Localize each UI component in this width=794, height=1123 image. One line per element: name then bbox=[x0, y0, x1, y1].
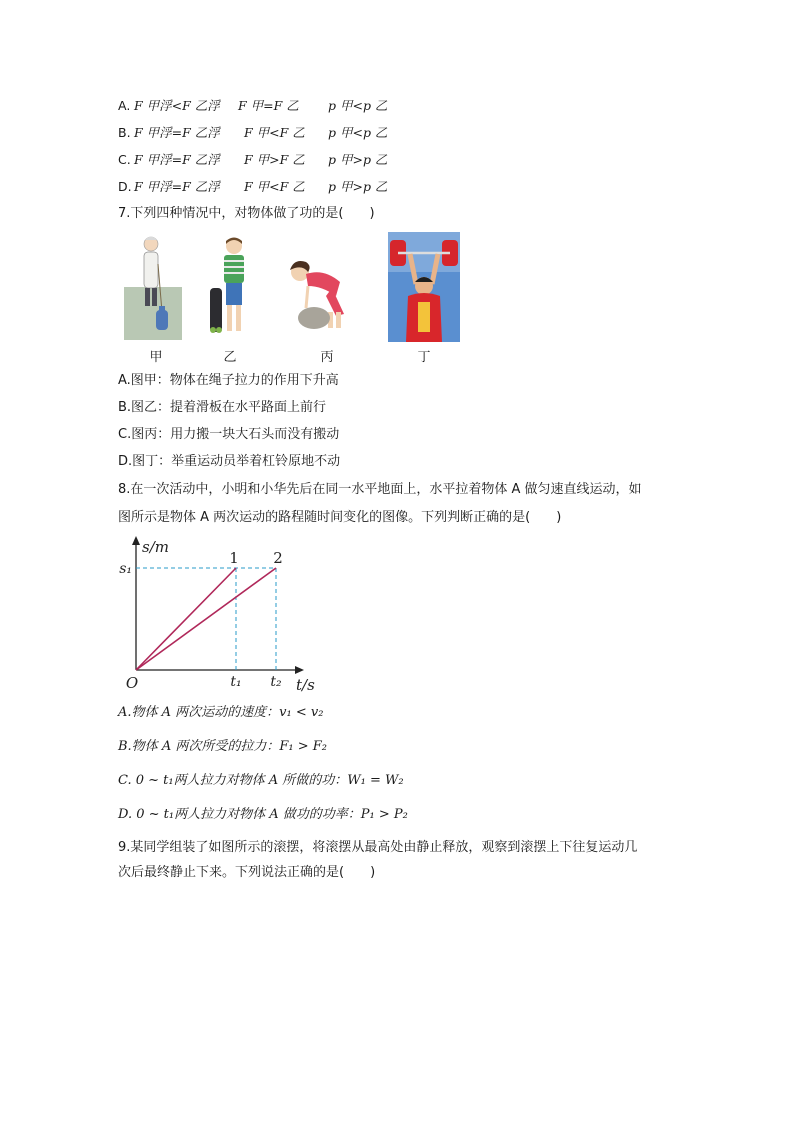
q9-stem-line2: 次后最终静止下来。下列说法正确的是( ) bbox=[118, 865, 376, 880]
x-axis-arrow bbox=[295, 666, 304, 674]
x-axis-label: t/s bbox=[296, 676, 315, 694]
q8-option-d: D. 0 ~ t₁两人拉力对物体 A 做功的功率：P₁ > P₂ bbox=[118, 807, 408, 822]
y-tick-label-1: s₁ bbox=[119, 561, 132, 577]
figure-label-ding: 丁 bbox=[417, 350, 431, 365]
q7-stem: 7.下列四种情况中，对物体做了功的是( ) bbox=[118, 206, 375, 221]
origin-label: O bbox=[125, 674, 139, 692]
figure-jia-image bbox=[124, 232, 184, 340]
series-label-1: 1 bbox=[229, 549, 239, 567]
figure-label-yi: 乙 bbox=[223, 350, 237, 365]
x-tick-label-1: t₁ bbox=[230, 674, 242, 690]
series-line-2 bbox=[136, 568, 276, 670]
q8-option-a: A.物体 A 两次运动的速度：v₁ < v₂ bbox=[118, 705, 324, 720]
series-line-1 bbox=[136, 568, 236, 670]
figure-bing-image bbox=[284, 256, 354, 334]
q7-option-b: B.图乙：提着滑板在水平路面上前行 bbox=[118, 400, 327, 415]
series-label-2: 2 bbox=[273, 549, 283, 567]
q7-option-c: C.图丙：用力搬一块大石头而没有搬动 bbox=[118, 427, 340, 442]
y-axis-arrow bbox=[132, 536, 140, 545]
figure-yi-image bbox=[208, 236, 256, 340]
x-tick-label-2: t₂ bbox=[270, 674, 282, 690]
q8-stem-line2: 图所示是物体 A 两次运动的路程随时间变化的图像。下列判断正确的是( ) bbox=[118, 510, 562, 525]
q7-option-a: A.图甲：物体在绳子拉力的作用下升高 bbox=[118, 373, 339, 388]
figure-label-bing: 丙 bbox=[320, 350, 334, 365]
q8-stem-line1: 8.在一次活动中，小明和小华先后在同一水平地面上，水平拉着物体 A 做匀速直线运动，如 bbox=[118, 482, 642, 497]
q9-stem-line1: 9.某同学组装了如图所示的滚摆，将滚摆从最高处由静止释放，观察到滚摆上下往复运动几 bbox=[118, 840, 638, 855]
figure-label-jia: 甲 bbox=[149, 350, 163, 365]
y-axis-label: s/m bbox=[142, 538, 169, 556]
q8-st-graph bbox=[112, 534, 322, 694]
q7-option-d: D.图丁：举重运动员举着杠铃原地不动 bbox=[118, 454, 341, 469]
figure-ding-image bbox=[388, 232, 460, 342]
q8-option-b: B.物体 A 两次所受的拉力：F₁ > F₂ bbox=[118, 739, 327, 754]
q8-option-c: C. 0 ~ t₁两人拉力对物体 A 所做的功：W₁ = W₂ bbox=[118, 773, 404, 788]
